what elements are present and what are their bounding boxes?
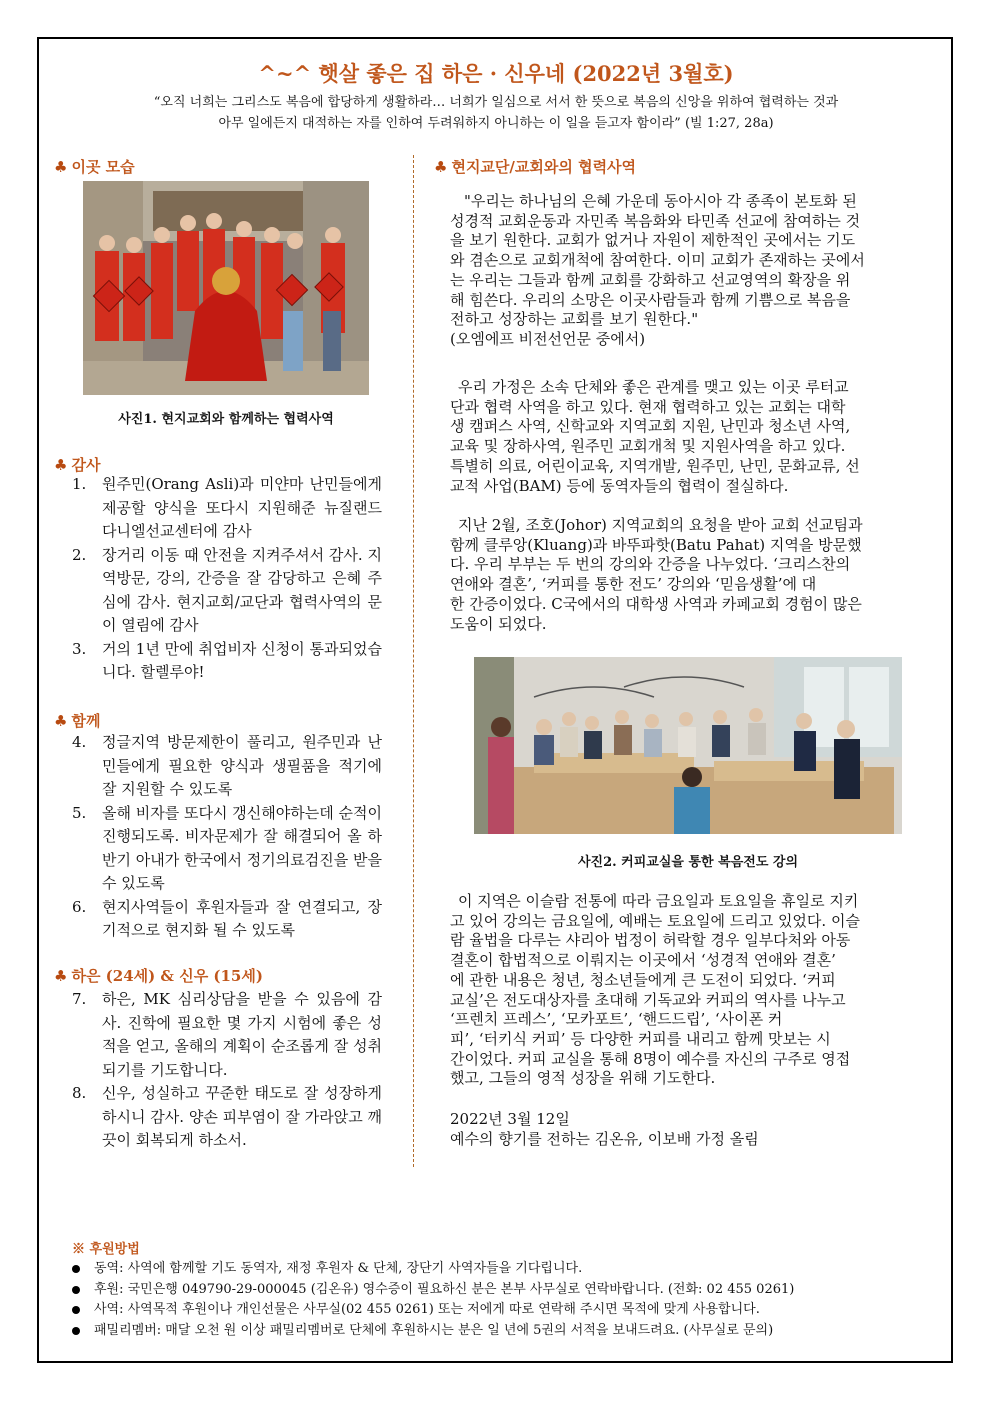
visit-paragraph: 지난 2월, 조호(Johor) 지역교회의 요청을 받아 교회 선교팀과 함께 클루앙(Kluang)과 바뚜파핫(Batu Pahat) 지역을 방문했 다. 우리 부부는 두 번의 강의와 간증을 나누었다. ‘크리스찬의 연애와 결혼’, ‘커피를 통한 전도’ 강의와 ‘믿음생활’에 대 한 간증이었다. C국에서의 대학생 사역과 카페교회 경험이 많은 도움이 되었다.	[450, 516, 863, 633]
club-icon: ♣	[434, 158, 448, 176]
ministry-paragraph: 우리 가정은 소속 단체와 좋은 관계를 맺고 있는 이곳 루터교 단과 협력 사역을 하고 있다. 현재 협력하고 있는 교회는 대학 생 캠퍼스 사역, 신학교와 지역교회 지원, 난민과 청소년 사역, 교육 및 장하사역, 원주민 교회개척 및 지원사역을 하고 있다. 특별히 의료, 어린이교육, 지역개발, 원주민, 난민, 문화교류, 선 교적 사업(BAM) 등에 동역자들의 협력이 절실하다.	[450, 378, 860, 495]
photo-coffee-class	[474, 657, 902, 834]
bullet-icon	[72, 1265, 80, 1273]
list-item: 6. 현지사역들이 후원자들과 잘 연결되고, 장기적으로 현지화 될 수 있도록	[72, 897, 382, 939]
support-row: 동역: 사역에 함께할 기도 동역자, 재정 후원자 & 단체, 장단기 사역자들을 기다립니다.	[72, 1259, 932, 1280]
bullet-icon	[72, 1286, 80, 1294]
photo-church-group	[83, 181, 369, 395]
list-item: 5. 올해 비자를 또다시 갱신해야하는데 순적이 진행되도록. 비자문제가 잘 해결되어 올 하반기 아내가 한국에서 정기의료검진을 받을 수 있도록	[72, 803, 382, 892]
bullet-icon	[72, 1306, 80, 1314]
letter-signature: 예수의 향기를 전하는 김온유, 이보배 가정 올림	[450, 1129, 759, 1148]
list-item: 3. 거의 1년 만에 취업비자 신청이 통과되었습니다. 할렐루야!	[72, 639, 382, 681]
section-heading-here: ♣ 이곳 모습	[54, 158, 135, 176]
list-item: 2. 장거리 이동 때 안전을 지켜주셔서 감사. 지역방문, 강의, 간증을 잘 감당하고 은혜 주심에 감사. 현지교회/교단과 협력사역의 문이 열림에 감사	[72, 545, 382, 634]
support-row: 사역: 사역목적 후원이나 개인선물은 사무실(02 455 0261) 또는 저에게 따로 연락해 주시면 목적에 맞게 사용합니다.	[72, 1300, 932, 1321]
list-item: 7. 하은, MK 심리상담을 받을 수 있음에 감사. 진학에 필요한 몇 가지 시험에 좋은 성적을 얻고, 올해의 계획이 순조롭게 잘 성취되기를 기도합니다.	[72, 990, 382, 1079]
section-heading-cooperation: ♣ 현지교단/교회와의 협력사역	[434, 158, 637, 176]
list-item: 8. 신우, 성실하고 꾸준한 태도로 잘 성장하게 하시니 감사. 양손 피부염이 잘 가라앉고 깨끗이 회복되게 하소서.	[72, 1084, 382, 1149]
support-heading: ※ 후원방법	[72, 1242, 140, 1257]
children-list	[72, 988, 382, 1153]
support-row: 후원: 국민은행 049790-29-000045 (김온유) 영수증이 필요하신 분은 본부 사무실로 연락바랍니다. (전화: 02 455 0261)	[72, 1280, 932, 1301]
section-heading-children: ♣ 하은 (24세) & 신우 (15세)	[54, 967, 263, 985]
club-icon: ♣	[54, 712, 68, 730]
list-item: 1. 원주민(Orang Asli)과 미얀마 난민들에게 제공할 양식을 또다시 지원해준 뉴질랜드 다니엘선교센터에 감사	[72, 475, 382, 540]
quote-line-1: “오직 너희는 그리스도 복음에 합당하게 생활하라… 너희가 일심으로 서서 한 뜻으로 복음의 신앙을 위하여 협력하는 것과	[153, 95, 839, 110]
letter-date: 2022년 3월 12일	[450, 1110, 570, 1128]
club-icon: ♣	[54, 158, 68, 176]
page-title: ^~^ 햇살 좋은 집 하은 · 신우네 (2022년 3월호)	[258, 61, 734, 86]
closing-block	[450, 1110, 922, 1149]
support-row: 패밀리멤버: 매달 오천 원 이상 패밀리멤버로 단체에 후원하시는 분은 일 년에 5권의 서적을 보내드려요. (사무실로 문의)	[72, 1321, 932, 1342]
quote-line-2: 아무 일에든지 대적하는 자를 인하여 두려워하지 아니하는 이 일을 듣고자 함이라” (빌 1:27, 28a)	[218, 116, 774, 131]
photo2-caption: 사진2. 커피교실을 통한 복음전도 강의	[577, 855, 799, 870]
list-item: 4. 정글지역 방문제한이 풀리고, 원주민과 난민들에게 필요한 양식과 생필품을 적기에 잘 지원할 수 있도록	[72, 733, 382, 798]
vision-paragraph: "우리는 하나님의 은혜 가운데 동아시아 각 종족이 본토화 된 성경적 교회운동과 자민족 복음화와 타민족 선교에 참여하는 것 을 보기 원한다. 교회가 없거나 자원이 제한적인 곳에서는 기도 와 겸손으로 교회개척에 참여한다. 이미 교회가 존재하는 곳에서 는 우리는 그들과 함께 교회를 강화하고 선교영역의 확장을 위 해 힘쓴다. 우리의 소망은 이곳사람들과 함께 기쁨으로 복음을 전하고 성장하는 교회를 보기 원한다." (오엠에프 비전선언문 중에서)	[450, 192, 865, 348]
region-paragraph: 이 지역은 이슬람 전통에 따라 금요일과 토요일을 휴일로 지키 고 있어 강의는 금요일에, 예배는 토요일에 드리고 있었다. 이슬 람 율법을 다루는 샤리아 법정이 허락할 경우 일부다처와 아동 결혼이 합법적으로 이뤄지는 이곳에서 ‘성경적 연애와 결혼’ 에 관한 내용은 청년, 청소년들에게 큰 도전이 되었다. ‘커피 교실’은 전도대상자를 초대해 기독교와 커피의 역사를 나누고 ‘프렌치 프레스’, ‘모카포트’, ‘핸드드립’, ‘사이폰 커 피’, ‘터키식 커피’ 등 다양한 커피를 내리고 함께 맛보는 시 간이었다. 커피 교실을 통해 8명이 예수를 자신의 구주로 영접 했고, 그들의 영적 성장을 위해 기도한다.	[450, 892, 860, 1088]
section-heading-together: ♣ 함께	[54, 712, 101, 730]
bible-quote	[80, 92, 912, 134]
section-heading-thanks: ♣ 감사	[54, 456, 101, 474]
club-icon: ♣	[54, 967, 68, 985]
support-section	[72, 1238, 932, 1341]
column-divider	[413, 155, 414, 1167]
photo1-caption: 사진1. 현지교회와 함께하는 협력사역	[118, 412, 334, 427]
club-icon: ♣	[54, 456, 68, 474]
bullet-icon	[72, 1327, 80, 1335]
thanks-list	[72, 473, 382, 685]
together-list	[72, 731, 382, 943]
